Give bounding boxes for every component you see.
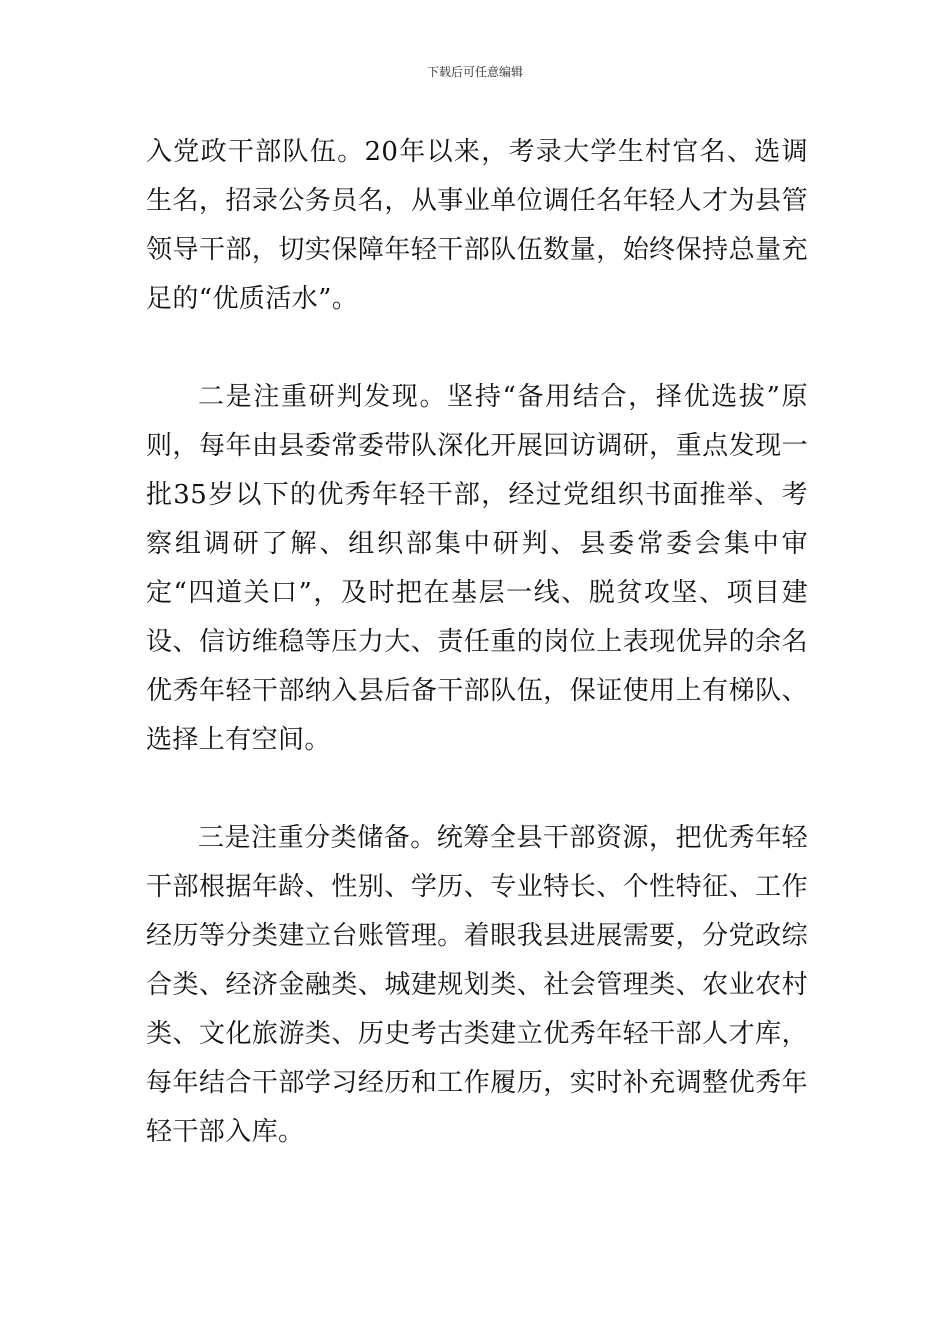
- paragraph-spacer: [146, 324, 808, 373]
- paragraph-continuation: 入党政干部队伍。20年以来，考录大学生村官名、选调生名，招录公务员名，从事业单位调任名年轻人才为县管领导干部，切实保障年轻干部队伍数量，始终保持总量充足的“优质活水”。: [146, 137, 808, 314]
- page-header-note: 下载后可任意编辑: [426, 65, 523, 79]
- document-body: [146, 128, 808, 1157]
- paragraph-spacer: [146, 765, 808, 814]
- paragraph-research-discovery: 二是注重研判发现。坚持“备用结合，择优选拔”原则，每年由县委常委带队深化开展回访调研，重点发现一批35岁以下的优秀年轻干部，经过党组织书面推举、考察组调研了解、组织部集中研判、县委常委会集中审定“四道关口”，及时把在基层一线、脱贫攻坚、项目建设、信访维稳等压力大、责任重的岗位上表现优异的余名优秀年轻干部纳入县后备干部队伍，保证使用上有梯队、选择上有空间。: [146, 382, 808, 755]
- paragraph-classified-reserve: 三是注重分类储备。统筹全县干部资源，把优秀年轻干部根据年龄、性别、学历、专业特长、个性特征、工作经历等分类建立台账管理。着眼我县进展需要，分党政综合类、经济金融类、城建规划类、社会管理类、农业农村类、文化旅游类、历史考古类建立优秀年轻干部人才库，每年结合干部学习经历和工作履历，实时补充调整优秀年轻干部入库。: [146, 823, 808, 1147]
